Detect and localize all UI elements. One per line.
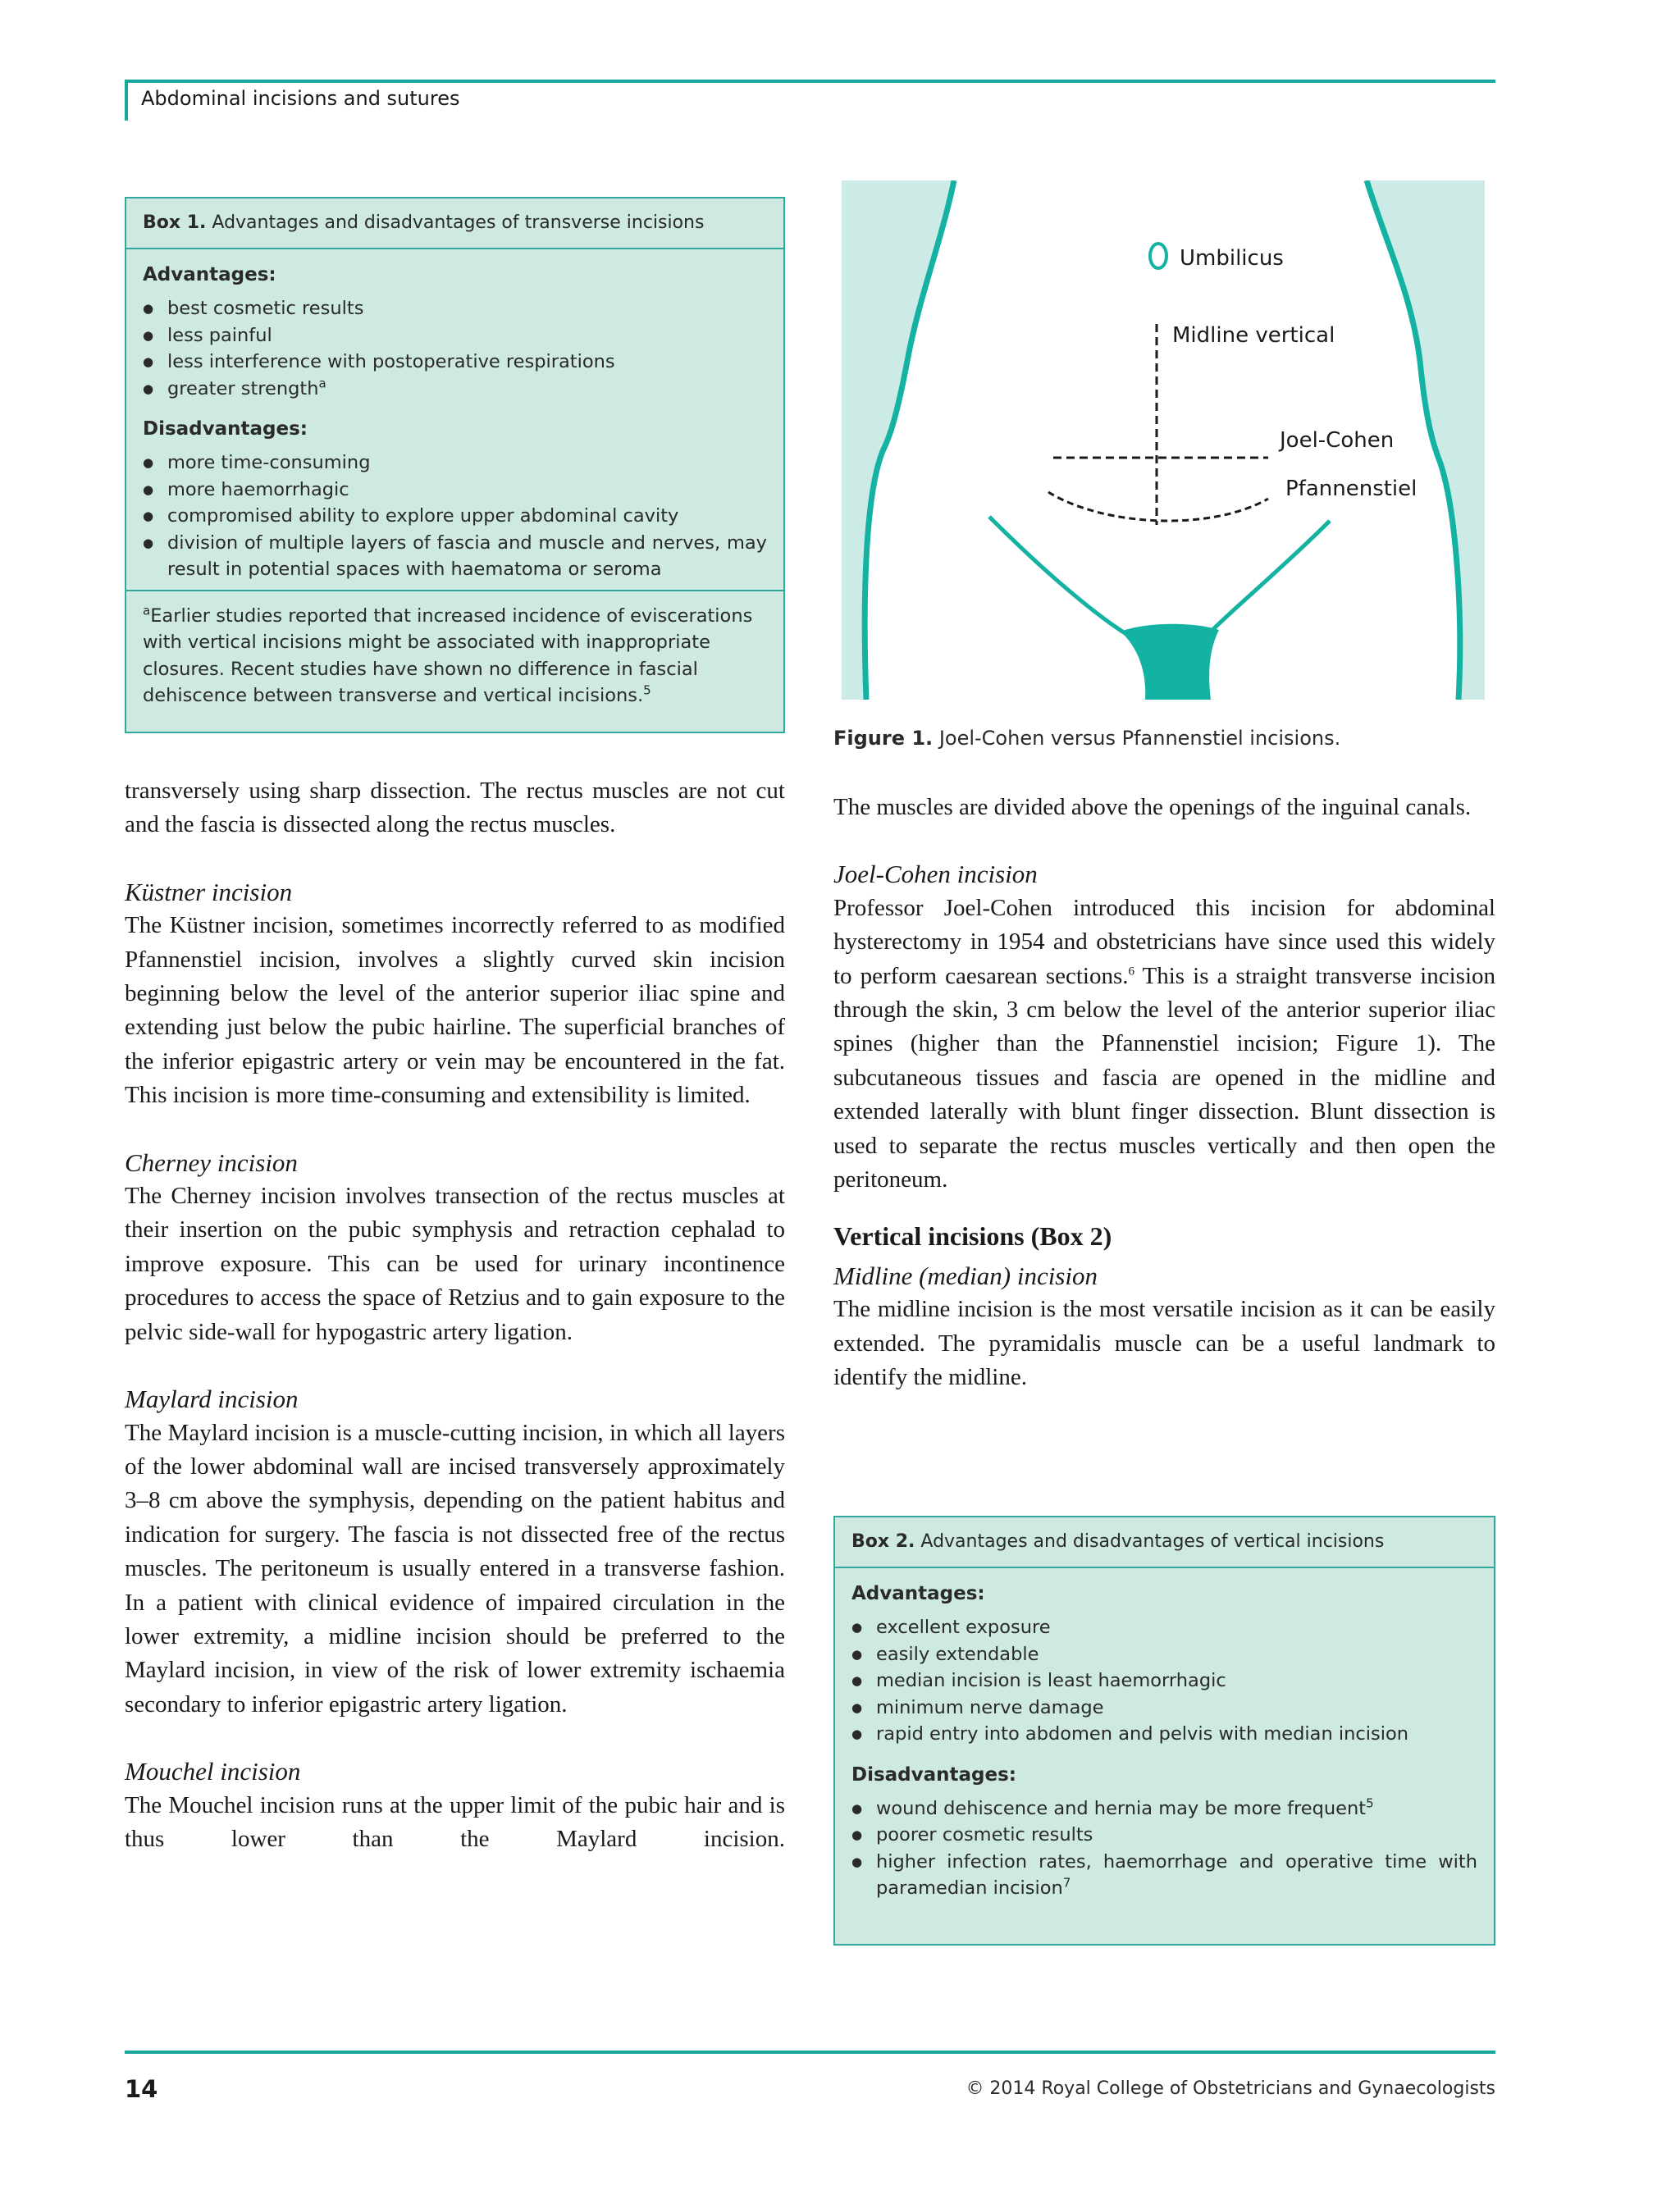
cherney-paragraph: The Cherney incision involves transection of the rectus muscles at their insertion on the pubic symphysis and retraction cephalad to improve exposure. This can be used for urinary incontinence procedures to access the space of Retzius and to gain exposure to the pelvic side-wall for hypogastric artery ligation. xyxy=(125,1183,785,1345)
footer-rule xyxy=(125,2051,1495,2054)
list-item: ● excellent exposure xyxy=(851,1614,1477,1641)
box-1-footnote: $^a$Earlier studies reported that increased incidence of eviscerations with vertical incisions might be associated with inappropriate closures. Recent studies have shown no difference in fascial dehiscence between transverse and vertical incisions.$^5$ xyxy=(126,590,783,709)
list-item: ● minimum nerve damage xyxy=(851,1695,1477,1722)
list-item: ● greater strength$^a$ xyxy=(143,376,767,403)
left-body-contour xyxy=(842,180,954,700)
list-item: ● easily extendable xyxy=(851,1641,1477,1668)
maylard-paragraph: The Maylard incision is a muscle-cutting incision, in which all layers of the lower abdominal wall are incised transversely approximately 3–8 cm above the symphysis, depending on the patient habitus and indication for surgery. The fascia is not dissected free of the rectus muscles. The peritoneum is usually entered in a transverse fashion. In a patient with clinical evidence of impaired circulation in the lower extremity, a midline incision should be preferred to the Maylard incision, in view of the risk of lower extremity ischaemia secondary to inferior epigastric artery ligation. xyxy=(125,1419,785,1718)
left-column xyxy=(125,774,785,1856)
list-item: ● best cosmetic results xyxy=(143,295,767,322)
pfannenstiel-incision xyxy=(1048,492,1268,521)
box-1 xyxy=(125,197,785,733)
figure-1-caption: Figure 1. Joel-Cohen versus Pfannenstiel incisions. xyxy=(833,727,1341,750)
midline-paragraph: The midline incision is the most versatile incision as it can be easily extended. The pyramidalis muscle can be a useful landmark to identify the midline. xyxy=(833,1296,1495,1391)
list-item: ● division of multiple layers of fascia and muscle and nerves, may result in potential spaces with haematoma or seroma xyxy=(143,530,767,583)
umbilicus-icon xyxy=(1150,244,1166,268)
list-item: ● more haemorrhagic xyxy=(143,477,767,504)
kustner-heading: Küstner incision xyxy=(125,877,293,906)
box-2-title: Advantages and disadvantages of vertical incisions xyxy=(920,1531,1385,1552)
page-number: 14 xyxy=(125,2075,158,2103)
midline-label: Midline vertical xyxy=(1172,323,1335,348)
list-item: ● wound dehiscence and hernia may be more frequent$^5$ xyxy=(851,1795,1477,1823)
umbilicus-label: Umbilicus xyxy=(1180,246,1284,271)
cherney-heading: Cherney incision xyxy=(125,1147,298,1177)
vertical-incisions-heading: Vertical incisions (Box 2) xyxy=(833,1221,1112,1252)
left-intro-paragraph: transversely using sharp dissection. The rectus muscles are not cut and the fascia is dissected along the rectus muscles. xyxy=(125,778,785,838)
box-2-advantages-list xyxy=(835,1614,1494,1748)
joel-cohen-label: Joel-Cohen xyxy=(1280,428,1395,453)
list-item: ● poorer cosmetic results xyxy=(851,1822,1477,1849)
list-item: ● rapid entry into abdomen and pelvis with median incision xyxy=(851,1721,1477,1748)
copyright-notice: © 2014 Royal College of Obstetricians and Gynaecologists xyxy=(966,2078,1495,2099)
footnote-marker: a xyxy=(318,376,326,390)
pfannenstiel-label: Pfannenstiel xyxy=(1285,477,1418,501)
right-column xyxy=(833,791,1495,1395)
mouchel-paragraph: The Mouchel incision runs at the upper limit of the pubic hair and is thus lower than the Maylard incision. xyxy=(125,1791,785,1852)
box-1-header xyxy=(126,198,783,249)
list-item: ● compromised ability to explore upper abdominal cavity xyxy=(143,503,767,530)
kustner-paragraph: The Küstner incision, sometimes incorrectly referred to as modified Pfannenstiel incision, involves a slightly curved skin incision beginning below the level of the anterior superior iliac spine and extending just below the pubic hairline. The superficial branches of the inferior epigastric artery or vein may be encountered in the fat. This incision is more time-consuming and extensibility is limited. xyxy=(125,912,785,1109)
pubic-mons xyxy=(1121,624,1219,700)
header-tick xyxy=(125,80,128,121)
list-item: ● less painful xyxy=(143,322,767,349)
box-2-advantages-heading: Advantages: xyxy=(851,1583,985,1604)
joel-cohen-paragraph: Professor Joel-Cohen introduced this incision for abdominal hysterectomy in 1954 and obstetricians have since used this widely to perform caesarean sections.$^6$ This is a straight transverse incision through the skin, 3 cm below the level of the anterior superior iliac spines (higher than the Pfannenstiel incision; Figure 1). The subcutaneous tissues and fascia are opened in the midline and extended laterally with blunt finger dissection. Blunt dissection is used to separate the rectus muscles vertically and then open the peritoneum. xyxy=(833,894,1495,1193)
figure-1 xyxy=(842,180,1485,700)
list-item: ● higher infection rates, haemorrhage and operative time with paramedian incision$^7$ xyxy=(851,1849,1477,1902)
box-1-disadvantages-list xyxy=(126,449,783,583)
right-intro-paragraph: The muscles are divided above the openings of the inguinal canals. xyxy=(833,794,1472,820)
list-item: ● more time-consuming xyxy=(143,449,767,477)
midline-heading: Midline (median) incision xyxy=(833,1261,1098,1290)
groin-right-line xyxy=(1211,521,1330,632)
box-1-disadvantages-heading: Disadvantages: xyxy=(143,418,308,440)
box-1-advantages-heading: Advantages: xyxy=(143,264,276,285)
groin-left-line xyxy=(989,517,1129,636)
running-title: Abdominal incisions and sutures xyxy=(141,87,460,110)
box-1-advantages-list xyxy=(126,295,783,402)
list-item: ● median incision is least haemorrhagic xyxy=(851,1667,1477,1695)
box-1-title: Advantages and disadvantages of transverse incisions xyxy=(212,212,705,233)
box-2-header xyxy=(835,1517,1494,1568)
box-2-disadvantages-heading: Disadvantages: xyxy=(851,1763,1017,1786)
box-2 xyxy=(833,1516,1495,1946)
box-2-label: Box 2. xyxy=(851,1531,915,1552)
box-2-disadvantages-list xyxy=(835,1795,1494,1902)
header-rule xyxy=(125,80,1495,83)
joel-cohen-heading: Joel-Cohen incision xyxy=(833,860,1038,889)
maylard-heading: Maylard incision xyxy=(125,1385,299,1414)
box-1-label: Box 1. xyxy=(143,212,207,233)
list-item: ● less interference with postoperative respirations xyxy=(143,349,767,376)
mouchel-heading: Mouchel incision xyxy=(125,1757,301,1786)
